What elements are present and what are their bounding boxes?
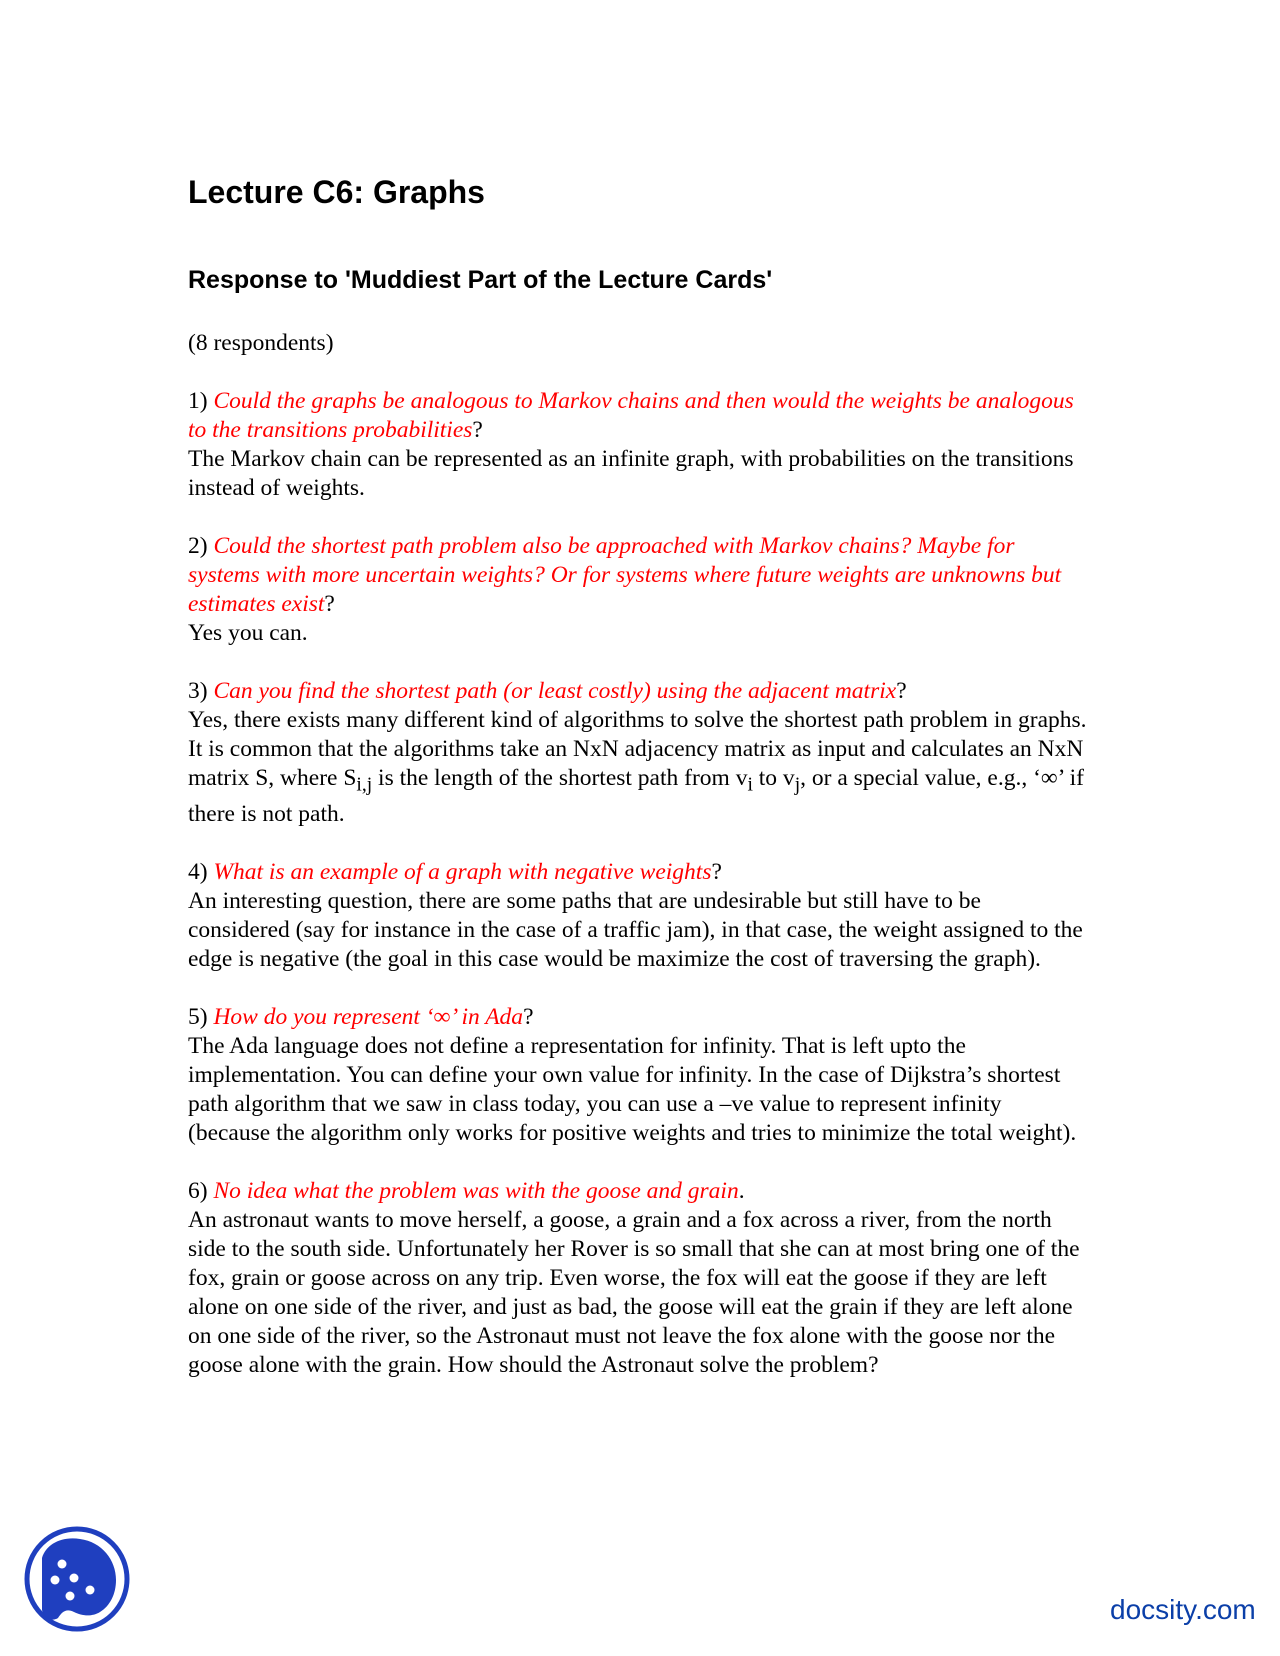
question-text: What is an example of a graph with negative weights [213, 858, 712, 885]
answer-text: is the length of the shortest path from v [372, 765, 748, 791]
qa-item-1 [188, 387, 1088, 503]
respondents-count: (8 respondents) [188, 330, 334, 356]
qa-item-6 [188, 1177, 1088, 1380]
qa-item-3 [188, 677, 1088, 829]
document-body [188, 172, 1088, 1380]
answer-2: Yes you can. [188, 620, 308, 646]
question-number: 4) [188, 858, 214, 885]
question-end: ? [523, 1003, 534, 1030]
question-end: ? [472, 417, 483, 443]
answer-3 [188, 706, 1088, 829]
question-5 [188, 1003, 1088, 1032]
page-title: Lecture C6: Graphs [188, 174, 485, 210]
docsity-logo-icon[interactable] [22, 1524, 132, 1634]
subscript-i: i [747, 774, 753, 796]
answer-1: The Markov chain can be represented as an infinite graph, with probabilities on the transitions instead of weights. [188, 446, 1074, 501]
question-end: ? [896, 678, 907, 704]
question-text: How do you represent ‘∞’ in Ada [213, 1003, 524, 1030]
answer-5: The Ada language does not define a representation for infinity. That is left upto the implementation. You can define your own value for infinity. In the case of Dijkstra’s shortest path algorithm that we saw in class today, you can use a –ve value to represent infinity (because the algorithm only works for positive weights and tries to minimize the total weight). [188, 1032, 1077, 1146]
question-1 [188, 387, 1088, 445]
question-text: Could the graphs be analogous to Markov chains and then would the weights be analogous to the transitions probabilities [188, 388, 1074, 443]
question-end: . [738, 1177, 745, 1204]
page-subtitle: Response to 'Muddiest Part of the Lecture Cards' [188, 266, 773, 294]
subscript-ij: i,j [356, 774, 373, 796]
qa-item-5 [188, 1003, 1088, 1148]
question-end: ? [711, 858, 722, 885]
question-3 [188, 677, 1088, 706]
question-end: ? [324, 591, 335, 617]
question-text: Could the shortest path problem also be approached with Markov chains? Maybe for systems with more uncertain weights? Or for systems where future weights are unknowns but estimates exist [188, 533, 1062, 617]
subscript-j: j [794, 774, 801, 796]
question-number: 2) [188, 533, 214, 559]
question-2 [188, 532, 1088, 619]
question-number: 5) [188, 1003, 214, 1030]
question-number: 3) [188, 678, 214, 704]
question-text: No idea what the problem was with the goose and grain [213, 1177, 739, 1204]
question-4 [188, 858, 1088, 887]
question-number: 6) [188, 1177, 214, 1204]
answer-text: , or a special value, e.g., ‘∞’ if there is not path. [188, 765, 1084, 827]
answer-4: An interesting question, there are some paths that are undesirable but still have to be considered (say for instance in the case of a traffic jam), in that case, the weight assigned to the edge is negative (the goal in this case would be maximize the cost of traversing the graph). [188, 887, 1083, 972]
answer-6: An astronaut wants to move herself, a goose, a grain and a fox across a river, from the north side to the south side. Unfortunately her Rover is so small that she can at most bring one of the fox, grain or goose across on any trip. Even worse, the fox will eat the goose if they are left alone on one side of the river, and just as bad, the goose will eat the grain if they are left alone on one side of the river, so the Astronaut must not leave the fox alone with the goose nor the goose alone with the grain. How should the Astronaut solve the problem? [188, 1206, 1080, 1378]
docsity-brand-link[interactable]: docsity.com [1110, 1594, 1256, 1625]
qa-item-2 [188, 532, 1088, 648]
question-text: Can you find the shortest path (or least costly) using the adjacent matrix [213, 678, 897, 704]
question-number: 1) [188, 388, 214, 414]
qa-item-4 [188, 858, 1088, 974]
question-6 [188, 1177, 1088, 1206]
answer-text: to v [752, 765, 795, 791]
answer-text: Yes, there exists many different kind of algorithms to solve the shortest path problem in graphs. It is common that the algorithms take an NxN adjacency matrix as input and calculates an NxN matrix S, where S [188, 707, 1087, 791]
